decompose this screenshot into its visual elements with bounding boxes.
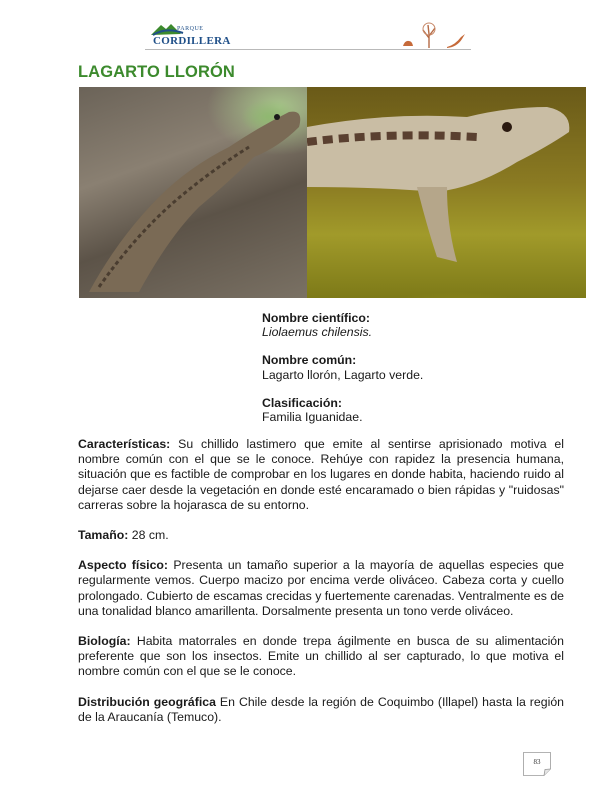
common-name-value: Lagarto llorón, Lagarto verde.	[262, 367, 424, 382]
classification-block	[262, 396, 423, 424]
header-divider	[145, 49, 471, 50]
tamano-text: 28 cm.	[128, 528, 169, 543]
fauna-tree-decoration-icon	[395, 20, 475, 50]
distribucion-label: Distribución geográfica	[78, 694, 216, 709]
lizard-on-rock-image	[79, 87, 307, 298]
caracteristicas-text: Su chillido lastimero que emite al sentirse aprisionado motiva el nombre común con el que se le conoce. Rehúye con rapidez la presencia humana, situación que es factible de comprobar en los lugares en donde habita, haciendo ruido al dejarse caer desde la vegetación en donde esté encaramado o bien rápidas y "ruidosas" carreras sobre la hojarasca de su entorno.	[78, 437, 564, 512]
page-number: 83	[533, 758, 541, 766]
common-name-block	[262, 353, 423, 381]
aspecto-label: Aspecto físico:	[78, 558, 169, 573]
tamano-paragraph	[78, 528, 564, 543]
distribucion-paragraph	[78, 695, 564, 725]
aspecto-paragraph	[78, 558, 564, 619]
classification-value: Familia Iguanidae.	[262, 410, 363, 425]
lizard-on-moss-image	[307, 87, 586, 298]
page-number-badge	[523, 752, 551, 776]
caracteristicas-label: Características:	[78, 437, 171, 451]
species-info	[262, 311, 423, 438]
page-header	[145, 18, 475, 54]
biologia-paragraph	[78, 634, 564, 680]
logo-name-text: CORDILLERA	[153, 35, 231, 47]
distribucion-text: En Chile desde la región de Coquimbo (Illapel) hasta la región de la Araucanía (Temuco).	[78, 694, 564, 724]
page-title: LAGARTO LLORÓN	[78, 63, 235, 81]
logo-parque-text: PARQUE	[177, 26, 204, 32]
biologia-label: Biología:	[78, 634, 131, 649]
common-name-label: Nombre común:	[262, 353, 357, 368]
tamano-label: Tamaño:	[78, 528, 129, 543]
lizard-photo-rock	[79, 87, 307, 298]
classification-label: Clasificación:	[262, 395, 342, 410]
aspecto-text: Presenta un tamaño superior a la mayoría de aquellas especies que regularmente vemos. Cuerpo macizo por encima verde oliváceo. Cabeza corta y cuello prolongado. Cubierto de escamas crecidas y fuertemente carenadas. Ventralmente es de una tonalidad blanco amarillenta. Dorsalmente presenta un tono verde oliváceo.	[78, 558, 565, 618]
lizard-photo-moss	[307, 87, 586, 298]
description-body	[78, 437, 564, 740]
biologia-text: Habita matorrales en donde trepa ágilmente en busca de su alimentación preferente que son los insectos. Emite un chillido al ser capturado, lo que motiva el nombre común con el que se le conoce.	[78, 634, 564, 679]
caracteristicas-paragraph	[78, 437, 564, 513]
parque-cordillera-logo	[151, 22, 231, 50]
scientific-name-label: Nombre científico:	[262, 311, 370, 325]
scientific-name-block	[262, 311, 423, 339]
scientific-name-value: Liolaemus chilensis.	[262, 325, 373, 340]
